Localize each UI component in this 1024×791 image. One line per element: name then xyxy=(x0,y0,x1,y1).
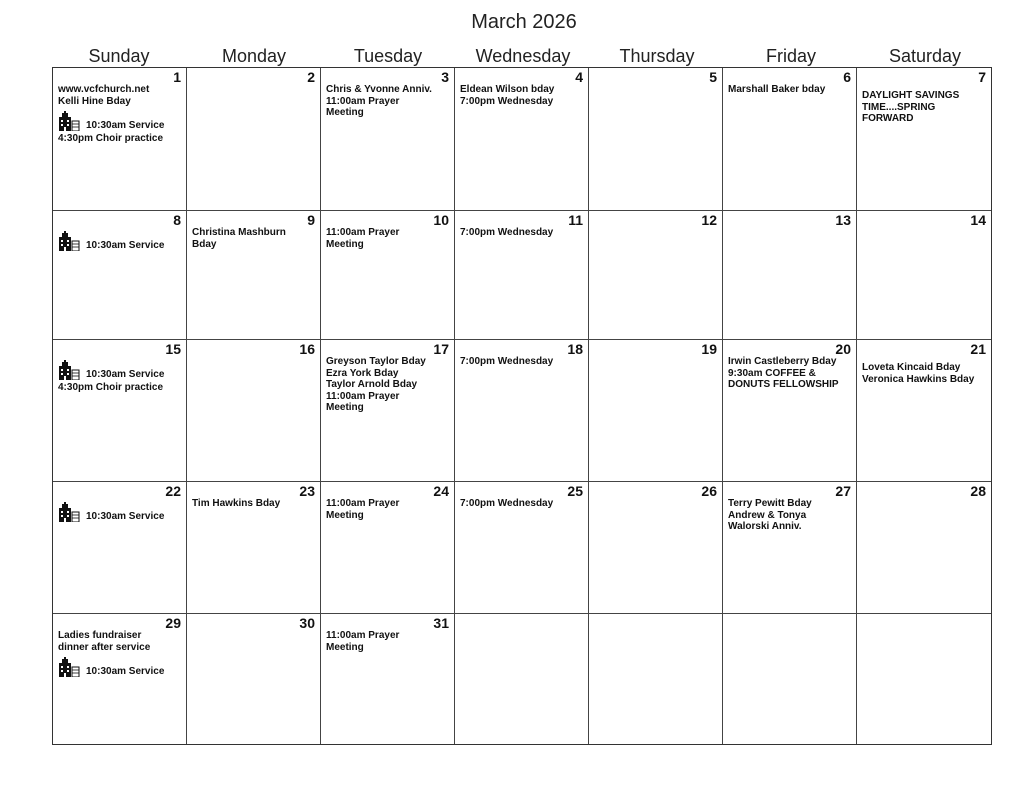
event-text: Terry Pewitt Bday xyxy=(728,498,812,509)
calendar-day-cell-10 xyxy=(321,211,455,340)
day-number: 9 xyxy=(307,212,315,228)
day-events xyxy=(58,227,182,253)
day-events xyxy=(326,356,450,414)
calendar-day-cell-22 xyxy=(53,482,187,614)
calendar-day-cell-23 xyxy=(187,482,321,614)
event-text: 11:00am Prayer xyxy=(326,390,400,402)
day-number: 16 xyxy=(299,341,315,357)
day-number: 13 xyxy=(835,212,851,228)
day-number: 15 xyxy=(165,341,181,357)
event-text: FORWARD xyxy=(862,113,914,124)
calendar-day-cell-26 xyxy=(589,482,723,614)
day-number: 5 xyxy=(709,69,717,85)
service-event xyxy=(58,657,182,677)
service-event xyxy=(58,360,182,380)
event-text: Chris & Yvonne Anniv. xyxy=(326,84,432,95)
event-text: 4:30pm Choir practice xyxy=(58,133,164,144)
event-text: Loveta Kincaid Bday xyxy=(862,362,961,373)
calendar-day-cell-5 xyxy=(589,68,723,211)
event-text: Andrew & Tonya xyxy=(728,509,807,521)
service-event xyxy=(58,502,182,522)
day-events xyxy=(58,84,182,145)
event-text: Meeting xyxy=(326,509,364,521)
event-text: Meeting xyxy=(326,641,364,653)
day-events xyxy=(728,498,852,533)
day-number: 28 xyxy=(970,483,986,499)
day-number: 1 xyxy=(173,69,181,85)
calendar-day-cell-11 xyxy=(455,211,589,340)
weekday-wednesday: Wednesday xyxy=(475,46,571,66)
service-event xyxy=(58,231,182,251)
day-events xyxy=(728,84,852,96)
day-number: 11 xyxy=(568,212,583,228)
day-number: 30 xyxy=(299,615,315,631)
day-events xyxy=(862,90,987,125)
day-events xyxy=(58,630,182,679)
day-events xyxy=(192,498,316,510)
event-text: DAYLIGHT SAVINGS xyxy=(862,90,960,101)
calendar-empty-cell xyxy=(723,614,857,744)
calendar-day-cell-14 xyxy=(857,211,991,340)
calendar-title: March 2026 xyxy=(471,11,577,33)
church-building-icon xyxy=(58,111,80,131)
event-text: Ladies fundraiser xyxy=(58,630,142,641)
day-number: 17 xyxy=(433,341,449,357)
calendar-day-cell-13 xyxy=(723,211,857,340)
calendar-empty-cell xyxy=(857,614,991,744)
event-text: Meeting xyxy=(326,238,364,250)
event-text: 7:00pm Wednesday xyxy=(460,498,554,509)
day-number: 23 xyxy=(299,483,315,499)
day-number: 12 xyxy=(701,212,717,228)
weekday-thursday: Thursday xyxy=(619,46,695,66)
day-events xyxy=(326,84,450,119)
event-text: dinner after service xyxy=(58,641,151,653)
day-number: 25 xyxy=(567,483,583,499)
day-events xyxy=(326,630,450,653)
day-events xyxy=(326,227,450,250)
calendar-day-cell-4 xyxy=(455,68,589,211)
event-text: Taylor Arnold Bday xyxy=(326,379,418,390)
day-events xyxy=(862,362,987,385)
day-number: 19 xyxy=(701,341,717,357)
weekday-tuesday: Tuesday xyxy=(353,46,423,66)
service-text: 10:30am Service xyxy=(86,666,165,677)
weekday-saturday: Saturday xyxy=(888,46,962,66)
event-text: 11:00am Prayer xyxy=(326,227,400,238)
day-events xyxy=(460,356,584,368)
day-number: 3 xyxy=(441,69,449,85)
day-number: 2 xyxy=(307,69,315,85)
event-text: Kelli Hine Bday xyxy=(58,95,131,107)
event-text: Tim Hawkins Bday xyxy=(192,498,281,509)
calendar-day-cell-16 xyxy=(187,340,321,482)
calendar-empty-cell xyxy=(589,614,723,744)
weekday-sunday: Sunday xyxy=(88,46,150,66)
calendar-day-cell-8 xyxy=(53,211,187,340)
day-number: 21 xyxy=(970,341,986,357)
day-number: 4 xyxy=(575,69,583,85)
event-text: Eldean Wilson bday xyxy=(460,84,555,95)
event-text: Greyson Taylor Bday xyxy=(326,356,426,367)
day-events xyxy=(58,356,182,394)
day-events xyxy=(460,498,584,510)
event-text: TIME....SPRING xyxy=(862,101,936,113)
day-number: 14 xyxy=(970,212,986,228)
church-building-icon xyxy=(58,502,80,522)
calendar-day-cell-6 xyxy=(723,68,857,211)
calendar-day-cell-29 xyxy=(53,614,187,744)
calendar-day-cell-31 xyxy=(321,614,455,744)
calendar-day-cell-27 xyxy=(723,482,857,614)
event-text: Meeting xyxy=(326,107,364,118)
event-text: Irwin Castleberry Bday xyxy=(728,356,837,367)
event-text: Ezra York Bday xyxy=(326,367,399,379)
calendar-empty-cell xyxy=(455,614,589,744)
calendar-day-cell-28 xyxy=(857,482,991,614)
day-number: 29 xyxy=(165,615,181,631)
calendar-day-cell-18 xyxy=(455,340,589,482)
service-event xyxy=(58,111,182,131)
day-number: 20 xyxy=(835,341,851,357)
day-number: 18 xyxy=(567,341,583,357)
event-text: www.vcfchurch.net xyxy=(58,84,150,95)
event-text: DONUTS FELLOWSHIP xyxy=(728,379,839,390)
calendar-day-cell-19 xyxy=(589,340,723,482)
day-number: 10 xyxy=(433,212,449,228)
calendar-day-cell-9 xyxy=(187,211,321,340)
event-text: 7:00pm Wednesday xyxy=(460,356,554,367)
calendar-day-cell-7 xyxy=(857,68,991,211)
service-text: 10:30am Service xyxy=(86,511,165,522)
calendar-day-cell-17 xyxy=(321,340,455,482)
event-text: Christina Mashburn xyxy=(192,227,286,238)
day-number: 31 xyxy=(433,615,449,631)
day-number: 26 xyxy=(701,483,717,499)
event-text: 11:00am Prayer xyxy=(326,630,400,641)
service-text: 10:30am Service xyxy=(86,240,165,251)
day-number: 22 xyxy=(165,483,181,499)
day-number: 27 xyxy=(835,483,851,499)
calendar-day-cell-1 xyxy=(53,68,187,211)
calendar-day-cell-25 xyxy=(455,482,589,614)
event-text: 4:30pm Choir practice xyxy=(58,382,164,393)
day-events xyxy=(728,356,852,391)
calendar-day-cell-12 xyxy=(589,211,723,340)
calendar-day-cell-30 xyxy=(187,614,321,744)
weekday-friday: Friday xyxy=(765,46,816,66)
event-text: 9:30am COFFEE & xyxy=(728,367,816,379)
day-events xyxy=(326,498,450,521)
church-building-icon xyxy=(58,231,80,251)
event-text: 11:00am Prayer xyxy=(326,95,400,107)
event-text: Walorski Anniv. xyxy=(728,521,802,532)
calendar-day-cell-21 xyxy=(857,340,991,482)
event-text: Bday xyxy=(192,238,217,250)
event-text: Marshall Baker bday xyxy=(728,84,826,95)
calendar-day-cell-20 xyxy=(723,340,857,482)
service-text: 10:30am Service xyxy=(86,369,165,380)
event-text: Meeting xyxy=(326,402,364,413)
day-number: 24 xyxy=(433,483,449,499)
calendar-day-cell-3 xyxy=(321,68,455,211)
church-building-icon xyxy=(58,657,80,677)
service-text: 10:30am Service xyxy=(86,120,165,131)
day-number: 7 xyxy=(978,69,986,85)
day-events xyxy=(58,498,182,524)
day-events xyxy=(460,84,584,107)
event-text: 7:00pm Wednesday xyxy=(460,95,554,107)
day-events xyxy=(192,227,316,250)
weekday-monday: Monday xyxy=(221,46,287,66)
day-events xyxy=(460,227,584,239)
calendar-day-cell-15 xyxy=(53,340,187,482)
church-building-icon xyxy=(58,360,80,380)
calendar-grid xyxy=(52,67,992,745)
event-text: Veronica Hawkins Bday xyxy=(862,373,975,385)
event-text: 11:00am Prayer xyxy=(326,498,400,509)
day-number: 8 xyxy=(173,212,181,228)
calendar-day-cell-24 xyxy=(321,482,455,614)
event-text: 7:00pm Wednesday xyxy=(460,227,554,238)
day-number: 6 xyxy=(843,69,851,85)
calendar-day-cell-2 xyxy=(187,68,321,211)
